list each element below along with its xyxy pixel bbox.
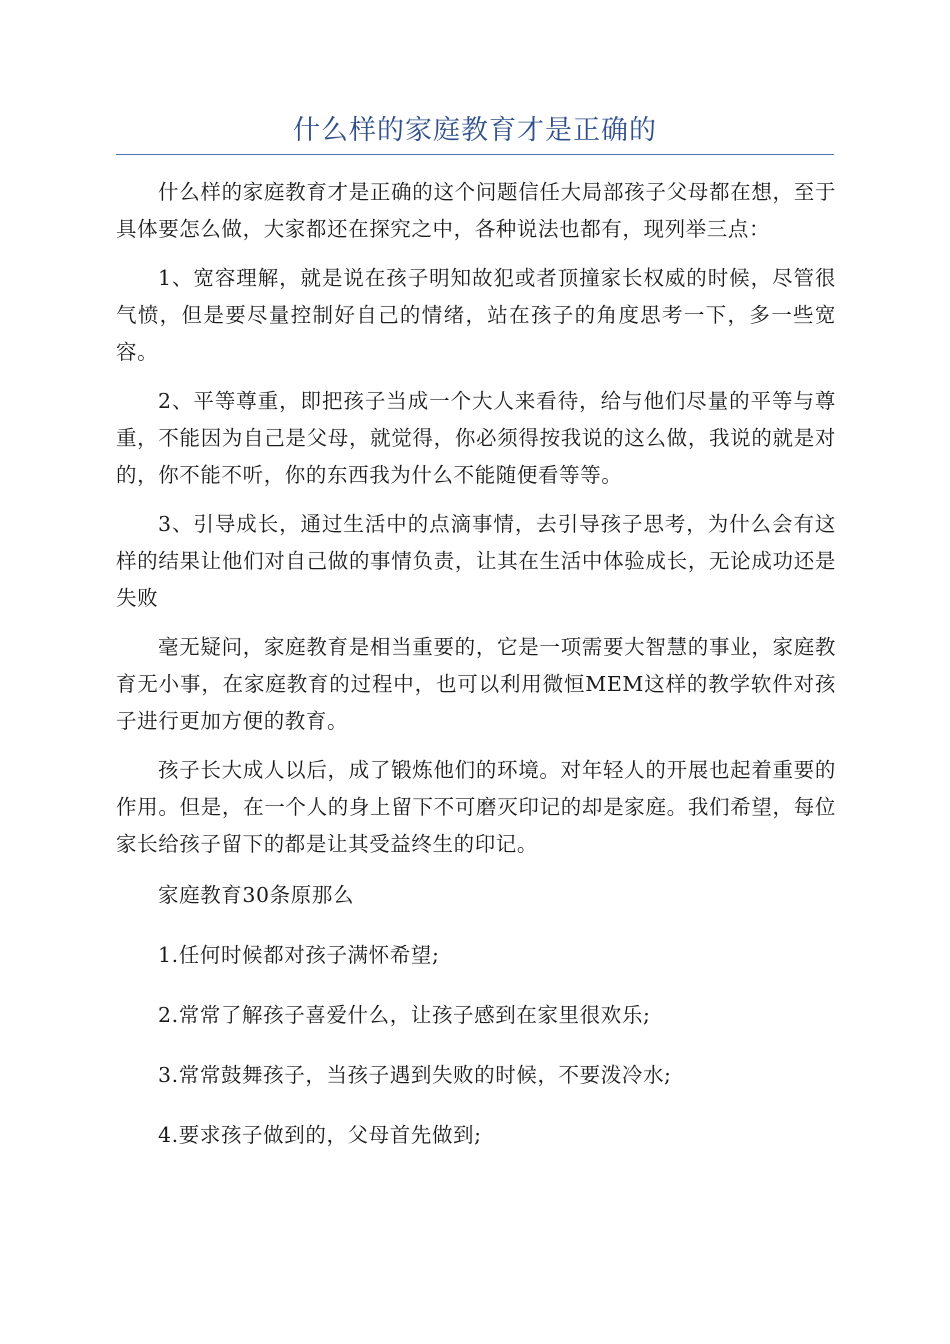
document-title: 什么样的家庭教育才是正确的 bbox=[293, 115, 657, 146]
title-underline bbox=[116, 154, 834, 155]
rule-item: 1.任何时候都对孩子满怀希望; bbox=[158, 943, 440, 967]
paragraph-point-2: 2、平等尊重，即把孩子当成一个大人来看待，给与他们尽量的平等与尊重，不能因为自己是父母，就觉得，你必须得按我说的这么做，我说的就是对的，你不能不听，你的东西我为什么不能随便看等等。 bbox=[116, 389, 836, 487]
paragraph-family-imprint: 孩子长大成人以后，成了锻炼他们的环境。对年轻人的开展也起着重要的作用。但是，在一个人的身上留下不可磨灭印记的却是家庭。我们希望，每位家长给孩子留下的都是让其受益终生的印记。 bbox=[116, 758, 836, 856]
document-body bbox=[116, 174, 836, 1177]
paragraph-point-3: 3、引导成长，通过生活中的点滴事情，去引导孩子思考，为什么会有这样的结果让他们对自己做的事情负责，让其在生活中体验成长，无论成功还是失败 bbox=[116, 512, 836, 610]
paragraph-point-1: 1、宽容理解，就是说在孩子明知故犯或者顶撞家长权威的时候，尽管很气愤，但是要尽量控制好自己的情绪，站在孩子的角度思考一下，多一些宽容。 bbox=[116, 266, 836, 364]
rule-item: 4.要求孩子做到的，父母首先做到; bbox=[158, 1123, 482, 1147]
rule-item: 3.常常鼓舞孩子，当孩子遇到失败的时候，不要泼冷水; bbox=[158, 1063, 672, 1087]
rules-heading: 家庭教育30条原那么 bbox=[158, 883, 355, 907]
paragraph-intro: 什么样的家庭教育才是正确的这个问题信任大局部孩子父母都在想，至于具体要怎么做，大家都还在探究之中，各种说法也都有，现列举三点： bbox=[116, 180, 836, 241]
paragraph-importance: 毫无疑问，家庭教育是相当重要的，它是一项需要大智慧的事业，家庭教育无小事，在家庭教育的过程中，也可以利用微恒MEM这样的教学软件对孩子进行更加方便的教育。 bbox=[116, 635, 836, 733]
rule-item: 2.常常了解孩子喜爱什么，让孩子感到在家里很欢乐; bbox=[158, 1003, 651, 1027]
